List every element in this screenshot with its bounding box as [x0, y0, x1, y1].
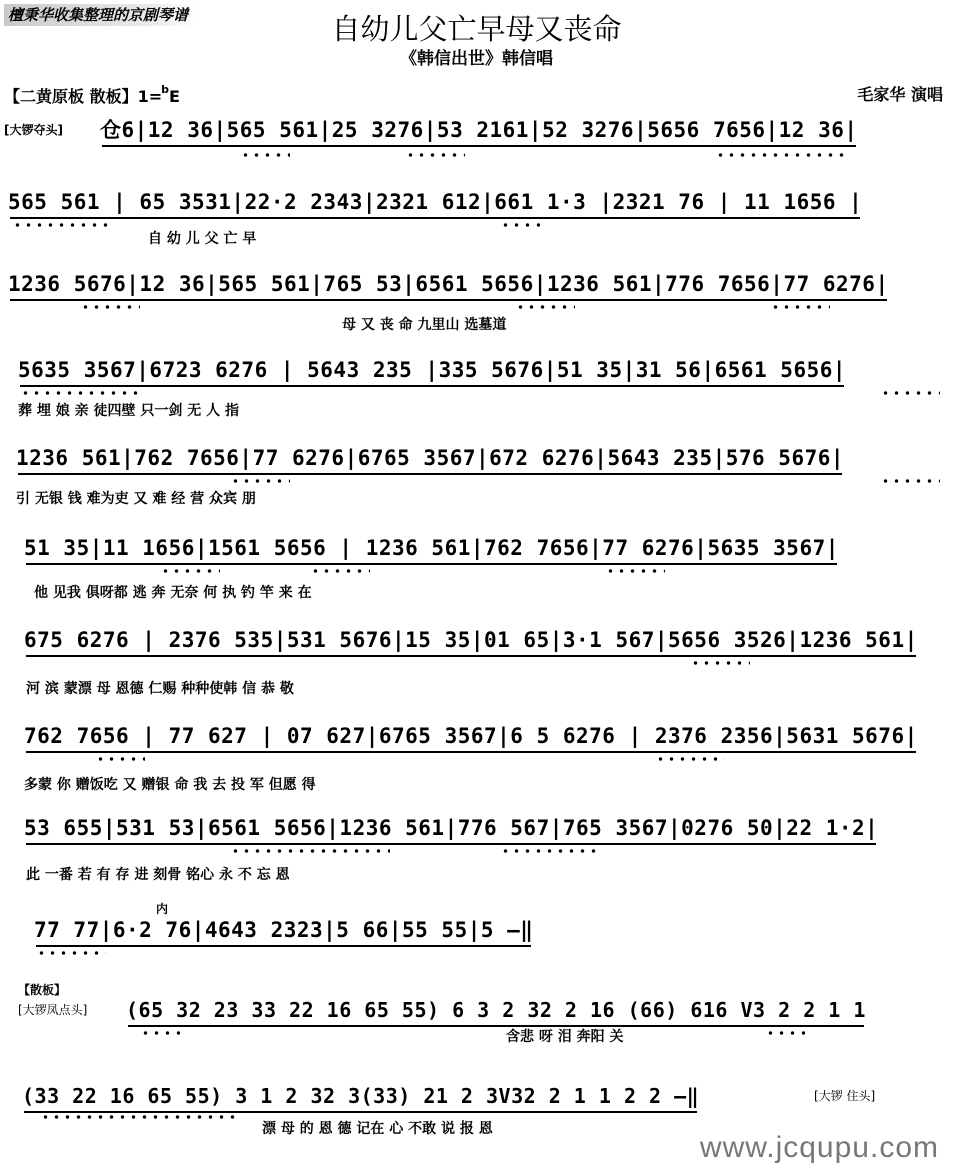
- performer-credit: 毛家华 演唱: [857, 85, 943, 104]
- performance-mark: 内: [156, 902, 169, 916]
- low-octave-dots: [240, 152, 290, 158]
- lyric-line: 他 见我 俱呀都 逃 奔 无奈 何 执 钓 竿 来 在: [34, 585, 312, 601]
- score-row-3: [0, 264, 953, 346]
- low-octave-dots: [12, 222, 112, 228]
- score-title: 自幼儿父亡早母又丧命: [331, 12, 622, 46]
- score-subtitle: 《韩信出世》韩信唱: [400, 49, 553, 69]
- notation-line: 77 77|6·2 76|4643 2323|5 66|55 55|5 –‖: [34, 918, 534, 942]
- score-row-8: [0, 716, 953, 798]
- score-row-2: [0, 182, 953, 264]
- low-octave-dots: [95, 756, 145, 762]
- lyric-line: 此 一番 若 有 存 进 刻骨 铭心 永 不 忘 恩: [26, 867, 290, 883]
- low-octave-dots: [715, 152, 845, 158]
- notation-line: (33 22 16 65 55) 3 1 2 32 3(33) 21 2 3V32 2 1 1 2 2 –‖: [22, 1084, 700, 1108]
- lyric-line: 含悲 呀 泪 奔阳 关: [506, 1029, 624, 1045]
- score-row-7: [0, 620, 953, 702]
- low-octave-dots: [20, 390, 140, 396]
- low-octave-dots: [230, 478, 290, 484]
- low-octave-dots: [40, 1114, 240, 1120]
- key-flat-sign: b: [161, 83, 169, 96]
- low-octave-dots: [160, 568, 220, 574]
- low-octave-dots: [500, 222, 540, 228]
- notation-line: 565 561 | 65 3531|22·2 2343|2321 612|661 1·3 |2321 76 | 11 1656 |: [8, 190, 863, 214]
- low-octave-dots: [770, 304, 830, 310]
- low-octave-dots: [880, 478, 940, 484]
- notation-line: 仓6|12 36|565 561|25 3276|53 2161|52 3276|5656 7656|12 36|: [100, 118, 858, 142]
- low-octave-dots: [500, 848, 600, 854]
- mode-and-key: [4, 83, 180, 110]
- score-row-11: [0, 982, 953, 1064]
- lyric-line: 自 幼 儿 父 亡 早: [148, 231, 257, 247]
- lyric-line: 引 无银 钱 难为吏 又 难 经 营 众宾 朋: [16, 491, 256, 507]
- notation-line: 1236 5676|12 36|565 561|765 53|6561 5656|1236 561|776 7656|77 6276|: [8, 272, 889, 296]
- score-row-6: [0, 528, 953, 610]
- score-row-4: [0, 350, 953, 432]
- low-octave-dots: [230, 848, 390, 854]
- low-octave-dots: [655, 756, 725, 762]
- score-row-9: [0, 808, 953, 890]
- low-octave-dots: [605, 568, 665, 574]
- notation-line: 1236 561|762 7656|77 6276|6765 3567|672 6276|5643 235|576 5676|: [16, 446, 845, 470]
- score-row-5: [0, 438, 953, 520]
- lyric-line: 河 滨 蒙漂 母 恩德 仁赐 种种使韩 信 恭 敬: [26, 681, 294, 697]
- lyric-line: 漂 母 的 恩 德 记在 心 不敢 说 报 恩: [262, 1121, 493, 1137]
- section-tag: 【散板】: [18, 983, 67, 997]
- row-end-tag: [大锣 住头]: [814, 1089, 876, 1103]
- key-letter: E: [169, 87, 180, 106]
- notation-line: 51 35|11 1656|1561 5656 | 1236 561|762 7656|77 6276|5635 3567|: [24, 536, 839, 560]
- row-tag: [大锣凤点头]: [18, 1003, 88, 1017]
- notation-line: 675 6276 | 2376 535|531 5676|15 35|01 65|3·1 567|5656 3526|1236 561|: [24, 628, 918, 652]
- low-octave-dots: [36, 950, 106, 956]
- collector-credit: 檀秉华收集整理的京剧琴谱: [4, 4, 196, 26]
- low-octave-dots: [310, 568, 370, 574]
- site-watermark: www.jcqupu.com: [699, 1131, 939, 1164]
- low-octave-dots: [690, 660, 750, 666]
- lyric-line: 葬 埋 娘 亲 徒四壁 只一剑 无 人 指: [18, 403, 239, 419]
- notation-line: 5635 3567|6723 6276 | 5643 235 |335 5676|51 35|31 56|6561 5656|: [18, 358, 847, 382]
- lyric-line: 多蒙 你 赠饭吃 又 赠银 命 我 去 投 军 但愿 得: [24, 777, 316, 793]
- score-row-10: [0, 902, 953, 984]
- notation-line: (65 32 23 33 22 16 65 55) 6 3 2 32 2 16 (66) 616 V3 2 2 1 1: [126, 998, 866, 1022]
- low-octave-dots: [405, 152, 465, 158]
- low-octave-dots: [140, 1030, 180, 1036]
- low-octave-dots: [515, 304, 575, 310]
- lyric-line: 母 又 丧 命 九里山 选墓道: [342, 317, 507, 333]
- row-tag: [大锣夺头]: [4, 123, 63, 137]
- low-octave-dots: [880, 390, 940, 396]
- low-octave-dots: [80, 304, 140, 310]
- mode-label: 【二黄原板 散板】1=: [4, 87, 163, 106]
- low-octave-dots: [765, 1030, 805, 1036]
- notation-line: 762 7656 | 77 627 | 07 627|6765 3567|6 5 6276 | 2376 2356|5631 5676|: [24, 724, 918, 748]
- notation-line: 53 655|531 53|6561 5656|1236 561|776 567|765 3567|0276 50|22 1·2|: [24, 816, 879, 840]
